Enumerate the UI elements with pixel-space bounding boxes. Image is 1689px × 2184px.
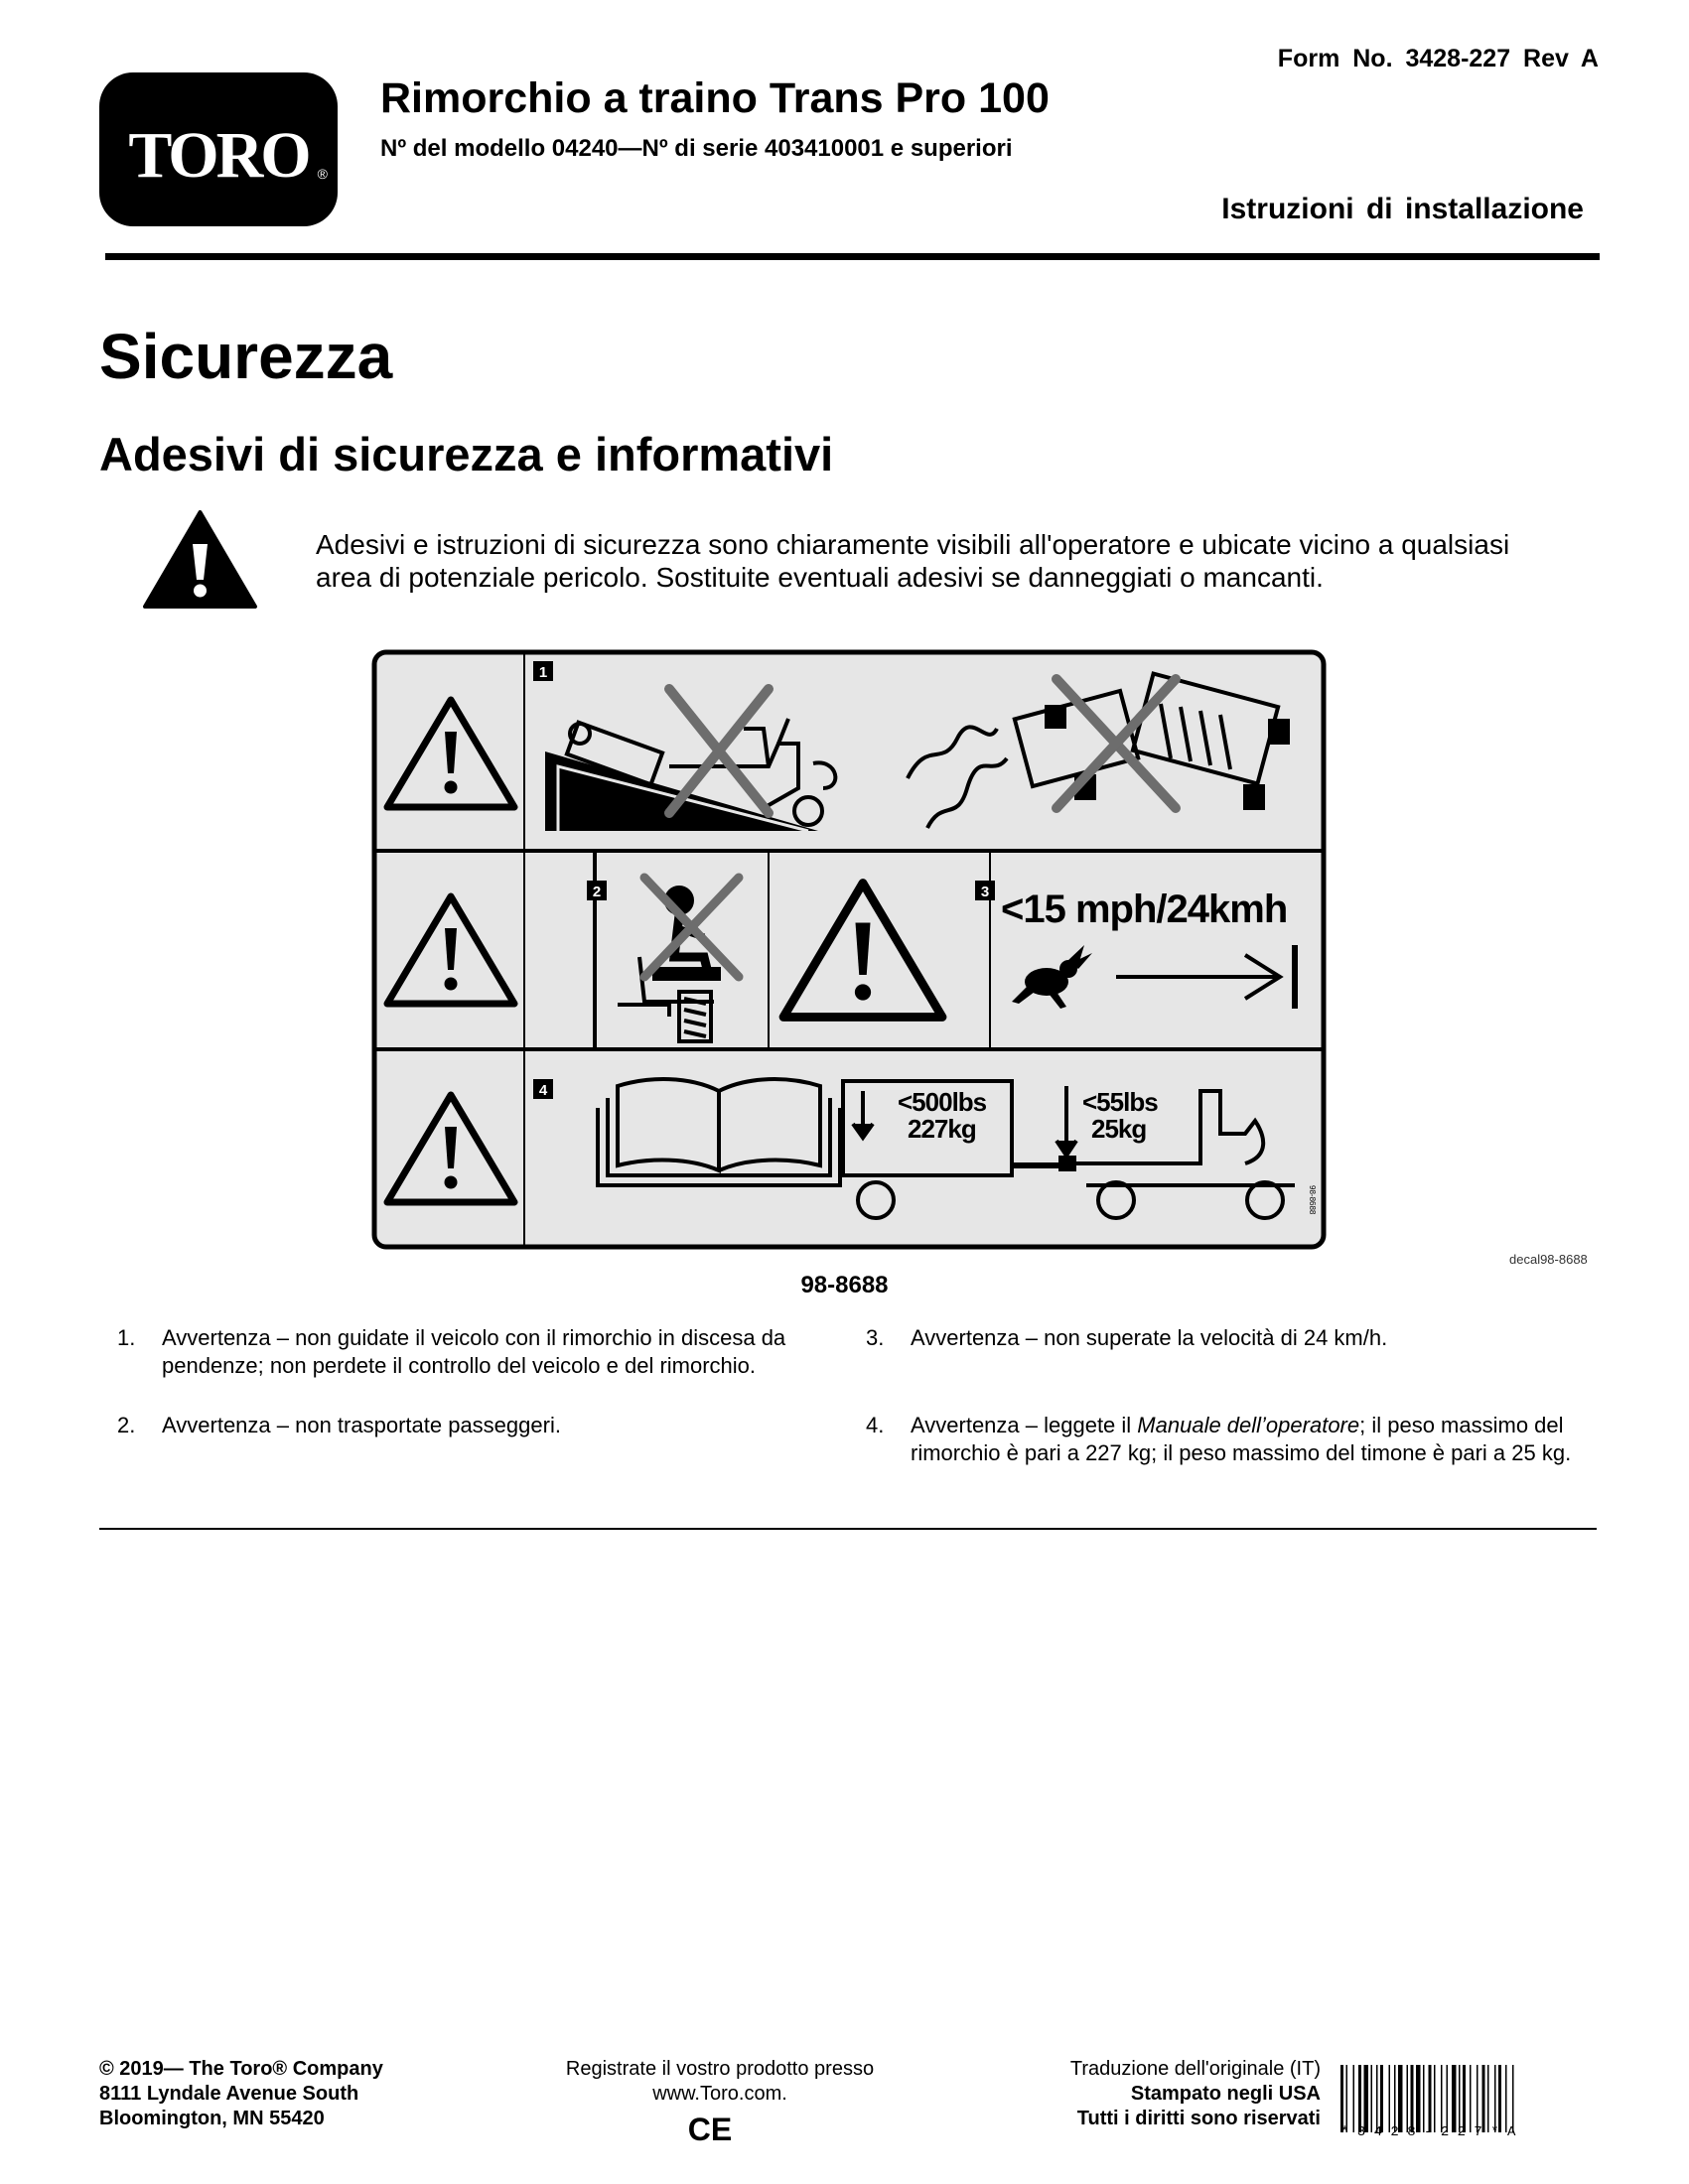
footer-print-info [1070,2057,1321,2131]
legend-number: 2. [117,1413,136,1437]
ce-mark-text: CE [688,2113,732,2144]
barcode-bar [1459,2065,1461,2132]
document-subtitle: Nº del modello 04240—Nº di serie 403410001 e superiori [380,135,1013,162]
barcode-bar [1434,2065,1436,2132]
barcode-bar [1407,2065,1409,2132]
barcode-bar [1482,2065,1485,2132]
barcode-bar [1353,2065,1355,2132]
safety-decal [371,649,1327,1250]
toro-logo [99,72,338,226]
trailer-load-lbs: <500lbs [898,1087,987,1117]
footer-register-text: Registrate il vostro prodotto presso [565,2058,875,2080]
legend-text: Avvertenza – non trasportate passeggeri. [162,1413,561,1437]
barcode-bar [1423,2065,1425,2132]
barcode-bar [1452,2065,1457,2132]
callout-label-3: 3 [980,884,990,900]
barcode-bar [1463,2065,1466,2132]
ce-mark-icon [688,2113,732,2144]
document-title: Rimorchio a traino Trans Pro 100 [380,74,1050,122]
barcode-bar [1447,2065,1449,2132]
barcode-bar [1358,2065,1361,2132]
header-rule [105,253,1600,260]
barcode-bar [1470,2065,1472,2132]
barcode-bar [1340,2065,1343,2132]
barcode-bar [1416,2065,1421,2132]
tongue-load-kg: 25kg [1091,1114,1147,1144]
callout-label-4: 4 [538,1082,548,1099]
barcode-text: * 3 4 2 8 - 2 2 7 * A [1340,2124,1516,2140]
footer-street: 8111 Lyndale Avenue South [99,2083,359,2105]
section-heading: Sicurezza [99,321,393,392]
warning-triangle-icon [142,508,258,610]
barcode-bar [1441,2065,1443,2132]
trailer-load-kg: 227kg [908,1114,976,1144]
logo-registered-mark: ® [317,166,328,182]
tongue-load-lbs: <55lbs [1082,1087,1158,1117]
callout-4 [533,1079,553,1099]
callout-1 [533,661,553,681]
barcode-bar [1429,2065,1432,2132]
barcode-bar [1477,2065,1478,2132]
legend-text [911,1412,1601,1467]
barcode-bar [1494,2065,1496,2132]
legend-number: 1. [117,1325,136,1350]
barcode-bar [1498,2065,1501,2132]
barcode-bar [1364,2065,1369,2132]
callout-3 [975,881,995,900]
footer-registration [511,2057,928,2107]
legend-rule [99,1528,1597,1530]
footer-city: Bloomington, MN 55420 [99,2108,325,2129]
footer-company-address [99,2057,383,2131]
form-number: Form No. 3428-227 Rev A [1277,45,1599,72]
barcode-bar [1411,2065,1414,2132]
barcode-bar [1389,2065,1391,2132]
barcode-bar [1376,2065,1378,2132]
legend-text: Avvertenza – non superate la velocità di 24 km/h. [911,1325,1388,1350]
callout-label-2: 2 [592,884,602,900]
decal-side-code: 98-8688 [1308,1185,1317,1215]
footer-printed: Stampato negli USA [1130,2083,1321,2105]
decal-number: 98-8688 [800,1272,889,1298]
footer-website-link[interactable]: www.Toro.com. [652,2083,787,2105]
section-subheading: Adesivi di sicurezza e informativi [99,428,834,480]
manual-title: Manuale dell’operatore [1137,1413,1360,1437]
barcode-bar [1371,2065,1373,2132]
footer-rights: Tutti i diritti sono riservati [1076,2108,1321,2129]
legend-number: 3. [866,1325,885,1350]
footer-copyright: © 2019— The Toro® Company [99,2058,383,2080]
footer-translation: Traduzione dell'originale (IT) [1069,2058,1321,2080]
barcode-bar [1512,2065,1514,2132]
decal-reference: decal98-8688 [1509,1252,1588,1267]
legend-text: Avvertenza – non guidate il veicolo con il rimorchio in discesa da pendenze; non perdete il controllo del veicolo e del rimorchio. [162,1325,786,1378]
intro-paragraph: Adesivi e istruzioni di sicurezza sono chiaramente visibili all'operatore e ubicate vicino a qualsiasi area di potenziale pericolo. Sostituite eventuali adesivi se danneggiati o mancanti. [316,529,1510,593]
callout-label-1: 1 [538,664,548,681]
barcode-bar [1505,2065,1507,2132]
document-type: Istruzioni di installazione [1221,193,1584,225]
barcode-bar [1487,2065,1489,2132]
barcode-bar [1398,2065,1403,2132]
speed-limit-label: <15 mph/24kmh [1001,887,1288,931]
barcode-bar [1380,2065,1383,2132]
barcode-bar [1394,2065,1396,2132]
legend-text-before: Avvertenza – leggete il [911,1413,1138,1437]
legend-text-after: ; il peso massimo del rimorchio è pari a 227 kg; il peso massimo del timone è pari a 25 kg. [911,1413,1572,1465]
barcode-bar [1346,2065,1348,2132]
logo-text: TORO [128,119,309,192]
legend-number: 4. [866,1413,885,1437]
callout-2 [587,881,607,900]
